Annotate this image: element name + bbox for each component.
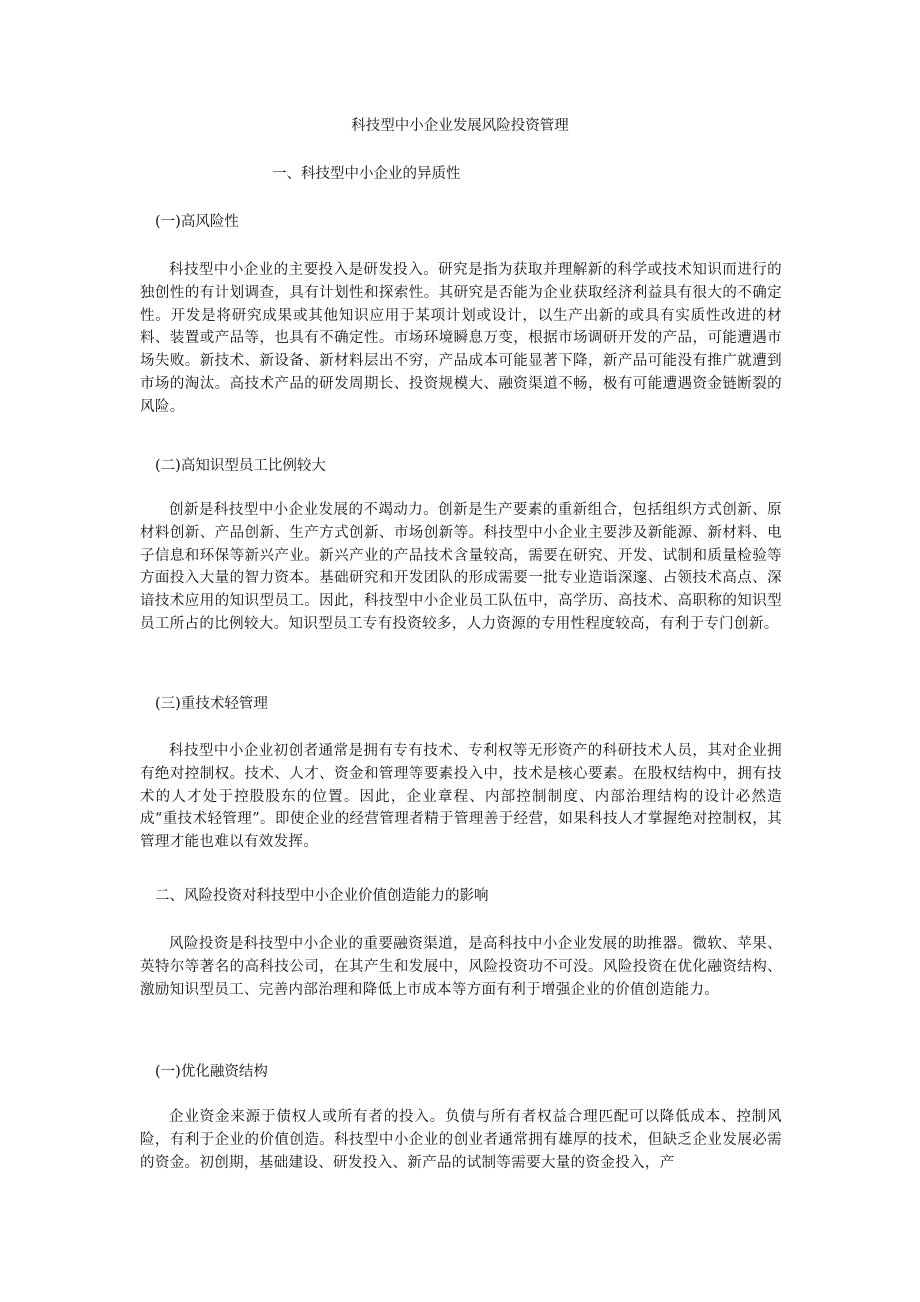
section-heading-1: 一、科技型中小企业的异质性 (272, 166, 461, 182)
section-heading-2: 二、风险投资对科技型中小企业价值创造能力的影响 (155, 888, 489, 904)
subsection-heading-knowledge-workers: (二)高知识型员工比例较大 (155, 458, 326, 474)
subsection-heading-high-risk: (一)高风险性 (155, 214, 239, 230)
paragraph-tech-over-management: 科技型中小企业初创者通常是拥有专有技术、专利权等无形资产的科研技术人员，其对企业拥有绝对控制权。技术、人才、资金和管理等要素投入中，技术是核心要素。在股权结构中，拥有技术的人才处于控股股东的位置。因此，企业章程、内部控制制度、内部治理结构的设计必然造成“重技术轻管理”。即使企业的经营管理者精于管理善于经营，如果科技人才掌握绝对控制权，其管理才能也难以有效发挥。 (140, 743, 782, 851)
subsection-heading-tech-over-management: (三)重技术轻管理 (155, 696, 268, 712)
paragraph-knowledge-workers: 创新是科技型中小企业发展的不竭动力。创新是生产要素的重新组合，包括组织方式创新、原材料创新、产品创新、生产方式创新、市场创新等。科技型中小企业主要涉及新能源、新材料、电子信息和环保等新兴产业。新兴产业的产品技术含量较高，需要在研究、开发、试制和质量检验等方面投入大量的智力资本。基础研究和开发团队的形成需要一批专业造诣深邃、占领技术高点、深谙技术应用的知识型员工。因此，科技型中小企业员工队伍中，高学历、高技术、高职称的知识型员工所占的比例较大。知识型员工专有投资较多，人力资源的专用性程度较高，有利于专门创新。 (140, 502, 782, 632)
subsection-heading-financing-structure: (一)优化融资结构 (155, 1064, 268, 1080)
paragraph-financing-structure: 企业资金来源于债权人或所有者的投入。负债与所有者权益合理匹配可以降低成本、控制风险，有利于企业的价值创造。科技型中小企业的创业者通常拥有雄厚的技术，但缺乏企业发展必需的资金。初创期，基础建设、研发投入、新产品的试制等需要大量的资金投入，产 (140, 1109, 782, 1171)
paragraph-venture-capital-intro: 风险投资是科技型中小企业的重要融资渠道，是高科技中小企业发展的助推器。微软、苹果、英特尔等著名的高科技公司，在其产生和发展中，风险投资功不可没。风险投资在优化融资结构、激励知识型员工、完善内部治理和降低上市成本等方面有利于增强企业的价值创造能力。 (140, 936, 782, 998)
document-title: 科技型中小企业发展风险投资管理 (351, 118, 569, 134)
paragraph-high-risk: 科技型中小企业的主要投入是研发投入。研究是指为获取并理解新的科学或技术知识而进行的独创性的有计划调查，具有计划性和探索性。其研究是否能为企业获取经济利益具有很大的不确定性。开发是将研究成果或其他知识应用于某项计划或设计，以生产出新的或具有实质性改进的材料、装置或产品等，也具有不确定性。市场环境瞬息万变，根据市场调研开发的产品，可能遭遇市场失败。新技术、新设备、新材料层出不穷，产品成本可能显著下降，新产品可能没有推广就遭到市场的淘汰。高技术产品的研发周期长、投资规模大、融资渠道不畅，极有可能遭遇资金链断裂的风险。 (140, 262, 782, 415)
